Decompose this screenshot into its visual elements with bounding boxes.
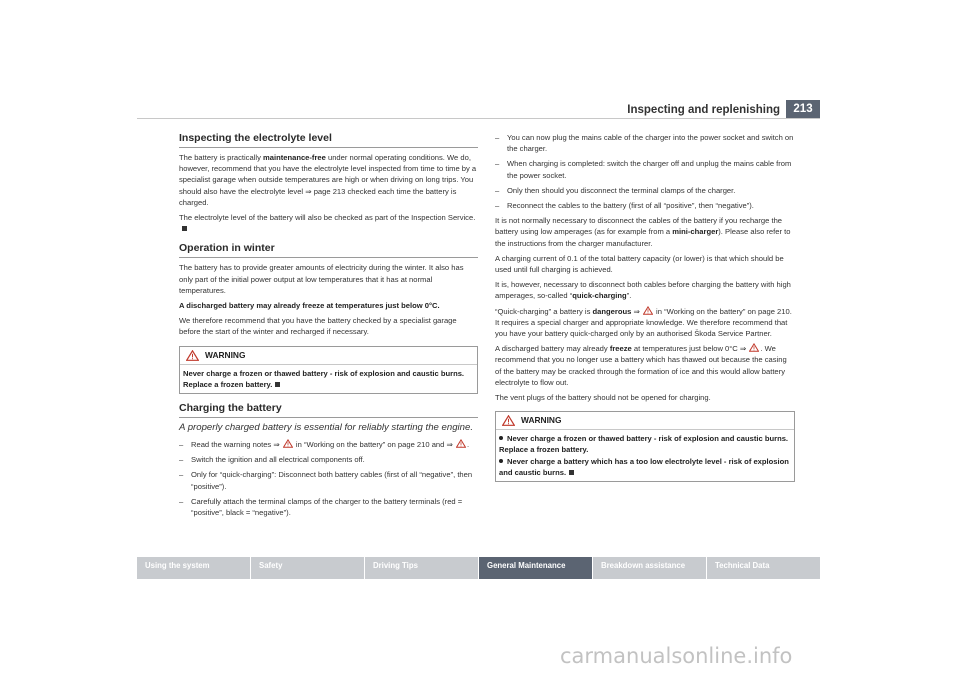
warning-text — [496, 430, 794, 481]
end-of-section-mark — [569, 470, 574, 475]
warning-triangle-icon — [186, 350, 199, 361]
paragraph: We therefore recommend that you have the battery checked by a specialist garage before the start of the winter and recharged if necessary. — [179, 316, 457, 337]
nav-tab-safety[interactable]: Safety — [251, 557, 364, 579]
paragraph: The battery is practically maintenance-free under normal operating conditions. We do, however, recommend that you have the electrolyte level inspected from time to time by a specialist garage when outside temperatures are high or when driving on long trips. You should also have the electrolyte level ⇒ page 213 checked each time the battery is charged. — [179, 153, 477, 207]
watermark: carmanualsonline.info — [560, 644, 793, 668]
list-item: – Only then should you disconnect the terminal clamps of the charger. — [495, 185, 795, 196]
section-title-winter: Operation in winter — [179, 242, 478, 258]
warning-header: WARNING — [496, 412, 794, 430]
nav-tab-technical-data[interactable]: Technical Data — [707, 557, 820, 579]
paragraph: A charging current of 0.1 of the total battery capacity (or lower) is that which should be used until full charging is achieved. — [495, 253, 784, 275]
warning-text: Never charge a frozen or thawed battery - risk of explosion and caustic burns. Replace a frozen battery. — [183, 368, 465, 389]
list-item: – When charging is completed: switch the charger off and unplug the mains cable from the power socket. — [495, 158, 795, 180]
list-item: – Only for “quick-charging”: Disconnect both battery cables (first of all “negative”, then “positive”). — [179, 469, 478, 491]
header-rule — [137, 118, 820, 119]
paragraph: It is, however, necessary to disconnect both cables before charging the battery with high amperages, so-called “quick-charging”. — [495, 280, 791, 301]
nav-tab-driving-tips[interactable]: Driving Tips — [365, 557, 478, 579]
nav-tab-general-maintenance[interactable]: General Maintenance — [479, 557, 592, 579]
running-header-title: Inspecting and replenishing — [627, 104, 780, 116]
bullet-icon — [499, 436, 503, 440]
paragraph: It is not normally necessary to disconnect the cables of the battery if you recharge the battery using low amperages (as for example from a mini-charger). Please also refer to the instructions from the charger manufacturer. — [495, 216, 791, 248]
warning-box — [179, 346, 478, 394]
nav-tab-breakdown-assistance[interactable]: Breakdown assistance — [593, 557, 706, 579]
chapter-nav — [137, 557, 820, 579]
warning-header: WARNING — [180, 347, 477, 365]
warning-bullet: Never charge a frozen or thawed battery - risk of explosion and caustic burns. Replace a frozen battery. — [499, 434, 789, 455]
list-item: – Reconnect the cables to the battery (first of all “positive”, then “negative”). — [495, 200, 795, 211]
paragraph: The electrolyte level of the battery will also be checked as part of the Inspection Service. — [179, 212, 478, 234]
section-title-charging: Charging the battery — [179, 402, 478, 418]
paragraph: “Quick-charging” a battery is dangerous ⇒ in “Working on the battery” on page 210. It requires a special charger and appropriate knowledge. We therefore recommend that you have your battery quick-charged only by an authorised Škoda Service Partner. — [495, 306, 792, 339]
warning-triangle-icon[interactable] — [283, 439, 293, 448]
paragraph: The battery has to provide greater amounts of electricity during the winter. It also has only part of the initial power output at low temperatures that it has at normal temperatures. — [179, 263, 464, 295]
list-item: – Switch the ignition and all electrical components off. — [179, 454, 478, 465]
warning-triangle-icon[interactable] — [643, 306, 653, 315]
section-title-electrolyte: Inspecting the electrolyte level — [179, 132, 478, 148]
left-column — [179, 132, 478, 522]
page-number: 213 — [786, 100, 820, 119]
section-subtitle: A properly charged battery is essential for reliably starting the engine. — [179, 422, 474, 434]
end-of-section-mark — [275, 382, 280, 387]
list-item: – Carefully attach the terminal clamps of the charger to the battery terminals (red = “positive”, black = “negative”). — [179, 496, 478, 518]
paragraph: A discharged battery may already freeze at temperatures just below 0°C ⇒ . We recommend that you no longer use a battery which has thawed out because the casing of the battery may be cracked through the formation of ice and this would allow battery electrolyte to flow out. — [495, 344, 787, 387]
warning-bullet: Never charge a battery which has a too low electrolyte level - risk of explosion and caustic burns. — [499, 456, 789, 477]
warning-triangle-icon[interactable] — [749, 343, 759, 352]
bullet-icon — [499, 459, 503, 463]
paragraph-bold: A discharged battery may already freeze at temperatures just below 0°C. — [179, 301, 440, 311]
step-list — [179, 439, 478, 518]
step-list — [495, 132, 795, 211]
warning-triangle-icon — [502, 415, 515, 426]
paragraph: The vent plugs of the battery should not be opened for charging. — [495, 393, 711, 403]
warning-box — [495, 411, 795, 482]
warning-triangle-icon[interactable] — [456, 439, 466, 448]
nav-tab-using-the-system[interactable]: Using the system — [137, 557, 250, 579]
end-of-section-mark — [182, 226, 187, 231]
list-item: – Read the warning notes ⇒ in “Working on the battery” on page 210 and ⇒ . — [179, 439, 478, 450]
right-column — [495, 132, 795, 488]
list-item: – You can now plug the mains cable of the charger into the power socket and switch on the charger. — [495, 132, 795, 154]
